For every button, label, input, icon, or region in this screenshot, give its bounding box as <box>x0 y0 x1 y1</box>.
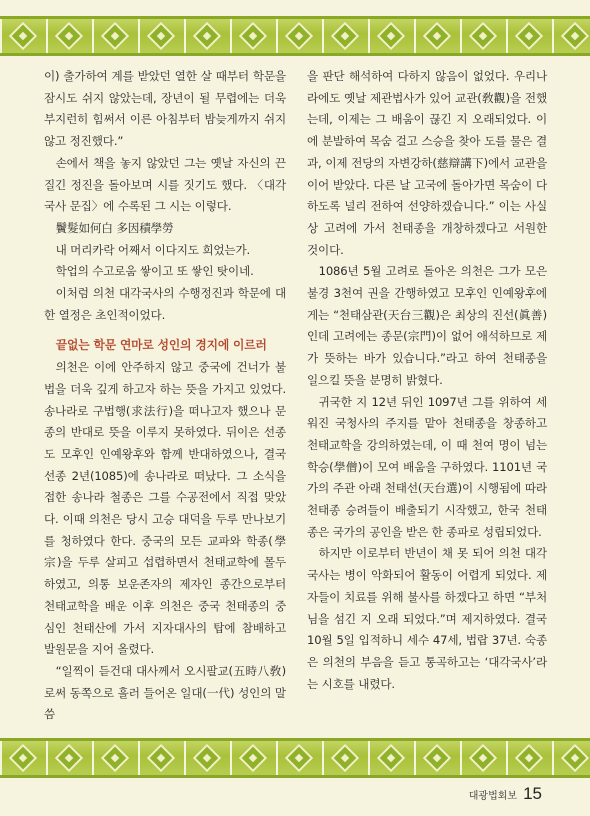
ornament-tile <box>322 16 368 56</box>
ornament-tile <box>0 16 46 56</box>
paragraph: “일찍이 듣건대 대사께서 오시팔교(五時八敎)로써 동쪽으로 흘러 들어온 일대(一代) 성인의 말씀 <box>44 663 286 722</box>
ornament-tile <box>506 16 552 56</box>
ornament-tile <box>230 16 276 56</box>
ornament-tile <box>138 738 184 778</box>
paragraph: 귀국한 지 12년 뒤인 1097년 그를 위하여 세워진 국청사의 주지를 맡아 천태종을 창종하고 천태교학을 강의하였는데, 이 때 천여 명이 넘는 학승(學僧)이 모여 배움을 구하였다. 1101년 국가의 주관 아래 천태선(天台選)이 시행됨에 따라 천태종 승려들이 배출되기 시작했고, 한국 천태종은 국가의 공인을 받은 한 종파로 성립되었다. <box>307 394 547 539</box>
ornament-tile <box>368 738 414 778</box>
right-column <box>307 66 547 695</box>
page-footer <box>469 784 542 804</box>
poem-line: 鬢髮如何白 多因積學勞 <box>55 220 174 235</box>
ornament-tile <box>184 738 230 778</box>
ornament-tile <box>92 16 138 56</box>
ornament-tile <box>92 738 138 778</box>
paragraph: 을 판단 해석하여 다하지 않음이 없었다. 우리나라에도 옛날 제관법사가 있어 교관(敎觀)을 전했는데, 이제는 그 배움이 끊긴 지 오래되었다. 이에 분발하여 목숨 걸고 스승을 찾아 도를 물은 결과, 이제 전당의 자변강하(慈辯講下)에서 교관을 이어 받았다. 다른 날 고국에 돌아가면 목숨이 다하도록 널리 전하여 선양하겠습니다.” 이는 사실상 고려에 가서 천태종을 개창하겠다고 서원한 것이다. <box>307 69 547 257</box>
ornament-tile <box>552 738 590 778</box>
ornament-tile <box>414 738 460 778</box>
paragraph: 하지만 이로부터 반년이 채 못 되어 의천 대각국사는 병이 악화되어 활동이 어렵게 되었다. 제자들이 치료를 위해 불사를 하겠다고 하면 “부처님을 섬긴 지 오래 되었다.”며 제지하였다. 결국 10월 5일 입적하니 세수 47세, 법랍 37년. 숙종은 의천의 부음을 듣고 통곡하고는 ‘대각국사’라는 시호를 내렸다. <box>307 546 547 691</box>
ornament-tile <box>460 16 506 56</box>
page-number: 15 <box>523 784 542 803</box>
left-column <box>44 66 286 726</box>
poem-line: 학업의 수고로움 쌓이고 또 쌓인 탓이네. <box>55 264 254 279</box>
ornament-tile <box>414 16 460 56</box>
ornament-tile <box>0 738 46 778</box>
ornament-tile <box>46 738 92 778</box>
ornament-tile <box>184 16 230 56</box>
magazine-name: 대광법회보 <box>468 791 518 802</box>
section-heading: 끝없는 학문 연마로 성인의 경지에 이르러 <box>55 338 267 353</box>
ornament-tile <box>322 738 368 778</box>
paragraph: 의천은 이에 안주하지 않고 중국에 건너가 불법을 더욱 깊게 하고자 하는 뜻을 가지고 있었다. 송나라로 구법행(求法行)을 떠나고자 했으나 문종의 반대로 뜻을 이루지 못하였다. 뒤이은 선종도 모후인 인예왕후와 함께 반대하였으나, 결국 선종 2년(1085)에 송나라로 떠났다. 그 소식을 접한 송나라 철종은 그를 수공전에서 직접 맞았다. 이때 의천은 당시 고승 대덕을 두루 만나보기를 청하였다 한다. 중국의 모든 교파와 학종(學宗)을 두루 살피고 섭렵하면서 천태교학에 몰두하였고, 의통 보운존자의 제자인 종간으로부터 천태교학을 배운 이후 의천은 중국 천태종의 중심인 천태산에 가서 지자대사의 탑에 참배하고 발원문을 지어 올렸다. <box>44 360 286 657</box>
bottom-decorative-border <box>0 738 590 778</box>
poem-line: 내 머리카락 어째서 이다지도 희었는가. <box>55 242 251 257</box>
paragraph: 손에서 책을 놓지 않았던 그는 옛날 자신의 끈질긴 정진을 돌아보며 시를 짓기도 했다. 〈대각국사 문집〉에 수록된 그 시는 이렇다. <box>44 155 286 214</box>
ornament-tile <box>276 16 322 56</box>
ornament-tile <box>276 738 322 778</box>
ornament-tile <box>46 16 92 56</box>
ornament-tile <box>506 738 552 778</box>
top-decorative-border <box>0 16 590 56</box>
paragraph: 이) 출가하여 계를 받았던 열한 살 때부터 학문을 잠시도 쉬지 않았는데, 장년이 될 무렵에는 더욱 부지런히 힘써서 이른 아침부터 밤늦게까지 쉬지 않고 정진했다.” <box>44 69 286 149</box>
ornament-tile <box>460 738 506 778</box>
paragraph: 1086년 5월 고려로 돌아온 의천은 그가 모은 불경 3천여 권을 간행하였고 모후인 인예왕후에게는 “천태삼관(天台三觀)은 최상의 진선(眞善)인데 고려에는 종문(宗門)이 없어 애석하므로 제가 뜻하는 바가 있습니다.”라고 하여 천태종을 일으킬 뜻을 분명히 밝혔다. <box>307 264 547 387</box>
ornament-tile <box>552 16 590 56</box>
ornament-tile <box>368 16 414 56</box>
paragraph: 이처럼 의천 대각국사의 수행정진과 학문에 대한 열정은 초인적이었다. <box>44 286 286 322</box>
ornament-tile <box>138 16 184 56</box>
ornament-tile <box>230 738 276 778</box>
